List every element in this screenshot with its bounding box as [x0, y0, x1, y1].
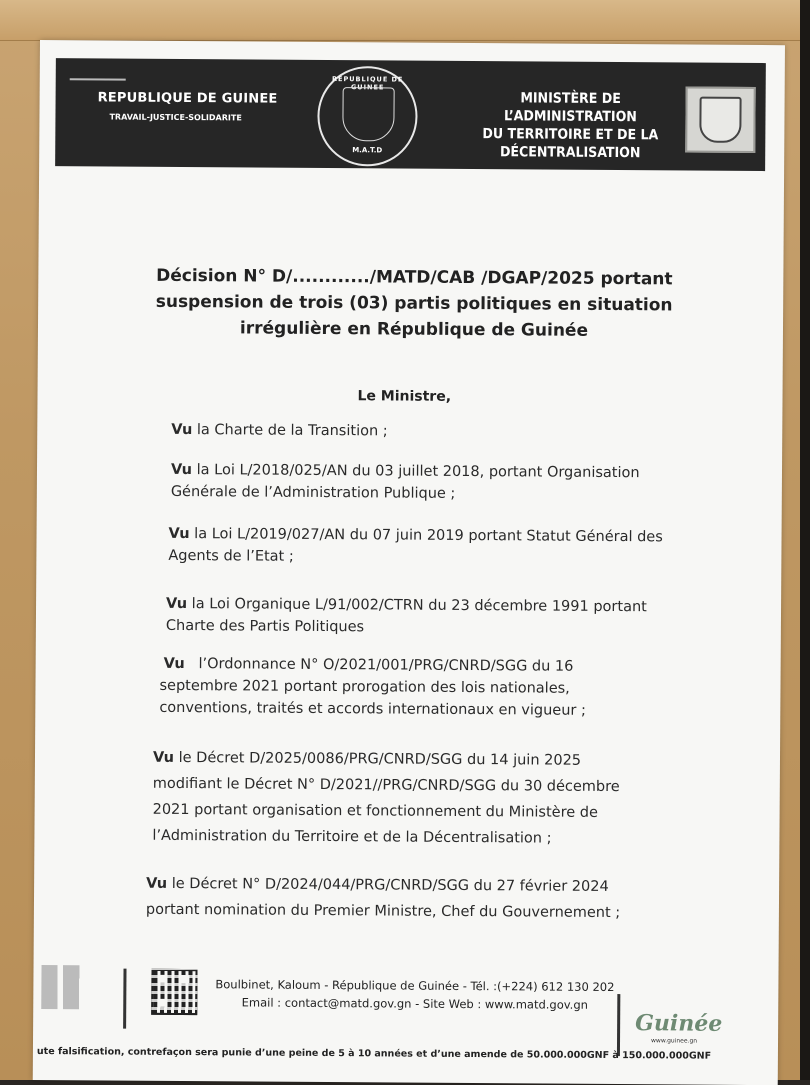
clause-7 — [146, 871, 690, 927]
clause-text: l’Administration du Territoire et de la Décentralisation ; — [152, 827, 552, 847]
flag-strip — [41, 965, 95, 1009]
footer-address: Boulbinet, Kaloum - République de Guinée - Tél. :(+224) 612 130 202 — [215, 977, 615, 995]
coat-of-arms-icon — [685, 87, 755, 153]
vu-label: Vu — [168, 525, 190, 543]
qr-code-pattern — [151, 969, 197, 1015]
falsification-warning: ute falsification, contrefaçon sera punie d’une peine de 5 à 10 années et d’une amende de 50.000.000GNF à 150.000.000GNF — [36, 1046, 712, 1062]
clause-text: portant nomination du Premier Ministre, Chef du Gouvernement ; — [145, 901, 621, 922]
clause-1 — [171, 419, 691, 445]
clause-text: la Charte de la Transition ; — [196, 422, 388, 440]
footer-divider — [123, 969, 126, 1029]
header-rule — [70, 78, 126, 80]
envelope-flap — [0, 0, 800, 41]
ministry-line: DU TERRITOIRE ET DE LA — [482, 126, 659, 144]
seal-bottom-text: M.A.T.D — [352, 146, 383, 155]
footer-contact — [215, 975, 614, 1014]
title-line: Décision N° D/............/MATD/CAB /DGAP/2025 portant — [156, 265, 673, 290]
vu-label: Vu — [166, 595, 188, 613]
ministry-seal — [317, 66, 418, 167]
clause-text: le Décret D/2025/0086/PRG/CNRD/SGG du 14 juin 2025 — [178, 749, 582, 769]
decision-title — [134, 263, 695, 345]
republic-motto: TRAVAIL-JUSTICE-SOLIDARITE — [109, 112, 242, 123]
seal-top-text: REPUBLIQUE DE GUINEE — [332, 75, 404, 92]
clause-text: septembre 2021 portant prorogation des lois nationales, — [159, 677, 570, 697]
dark-edge — [800, 0, 810, 1080]
vu-label: Vu — [170, 461, 193, 479]
clause-6 — [152, 745, 689, 853]
clause-text: 2021 portant organisation et fonctionnement du Ministère de — [152, 801, 598, 821]
seal-emblem-icon — [342, 87, 394, 141]
vu-label: Vu — [171, 421, 193, 439]
guinee-logo: Guinée — [635, 1010, 723, 1037]
clause-text: la Loi Organique L/91/002/CTRN du 23 décembre 1991 portant — [191, 596, 647, 616]
footer-divider — [617, 994, 620, 1056]
title-line: suspension de trois (03) partis politiques en situation — [155, 291, 673, 316]
clause-3 — [168, 523, 692, 571]
vu-label: Vu — [146, 875, 168, 892]
republic-title: REPUBLIQUE DE GUINEE — [97, 90, 278, 107]
clause-text: la Loi L/2019/027/AN du 07 juin 2019 portant Statut Général des — [194, 526, 663, 546]
ministry-line: DÉCENTRALISATION — [499, 144, 641, 162]
clause-2 — [171, 459, 693, 507]
guinee-logo-url: www.guinee.gn — [651, 1037, 698, 1045]
clause-text: Agents de l’Etat ; — [168, 547, 294, 565]
clause-text: Générale de l’Administration Publique ; — [170, 483, 456, 502]
ministry-line: MINISTÈRE DE L’ADMINISTRATION — [504, 90, 637, 126]
footer-email: Email : contact@matd.gov.gn - Site Web : www.matd.gov.gn — [241, 995, 588, 1012]
clause-4 — [166, 593, 692, 641]
clause-text: l’Ordonnance N° O/2021/001/PRG/CNRD/SGG du 16 — [198, 656, 574, 675]
document-sheet — [33, 40, 785, 1085]
clause-text: modifiant le Décret N° D/2021//PRG/CNRD/SGG du 30 décembre — [152, 775, 620, 796]
clause-text: le Décret N° D/2024/044/PRG/CNRD/SGG du 27 février 2024 — [171, 875, 609, 895]
letterhead-band — [55, 58, 766, 171]
vu-label: Vu — [163, 655, 185, 673]
minister-heading: Le Ministre, — [357, 388, 452, 405]
title-line: irrégulière en République de Guinée — [239, 318, 589, 341]
clause-text: Charte des Partis Politiques — [165, 617, 365, 636]
clause-text: conventions, traités et accords internationaux en vigueur ; — [159, 699, 586, 719]
clause-text: la Loi L/2018/025/AN du 03 juillet 2018, portant Organisation — [196, 462, 640, 482]
clause-5 — [159, 653, 689, 723]
ministry-title — [455, 89, 685, 163]
vu-label: Vu — [152, 749, 175, 766]
arms-shield-icon — [699, 97, 741, 143]
